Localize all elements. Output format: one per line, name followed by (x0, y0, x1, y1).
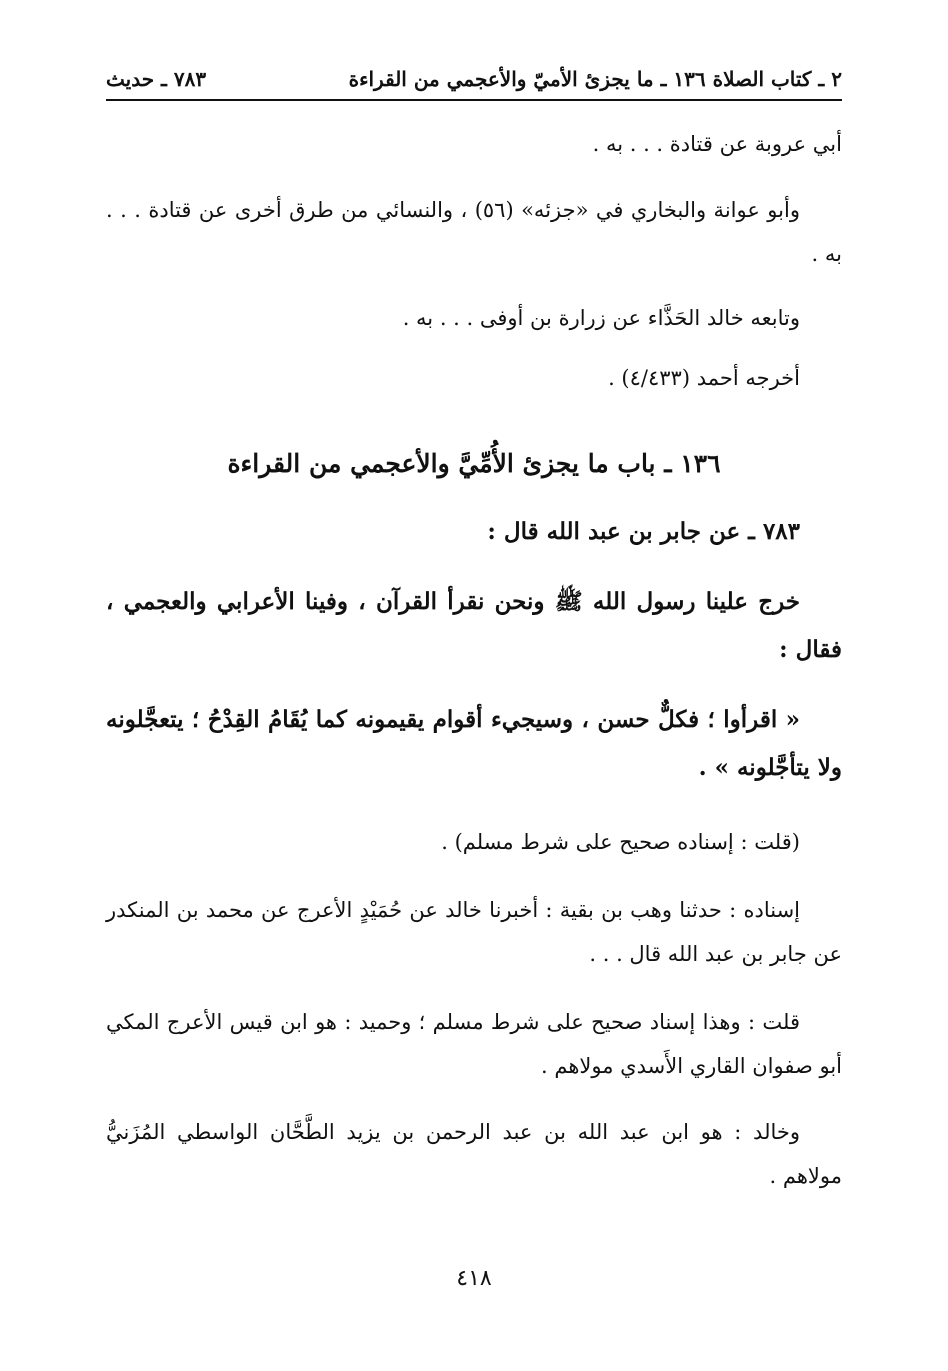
commentary-khalid: وخالد : هو ابن عبد الله بن عبد الرحمن بن يزيد الطَّحَّان الواسطي المُزَنيُّ مولاهم . (106, 1120, 842, 1188)
grading-verdict: (قلت : إسناده صحيح على شرط مسلم) . (441, 830, 800, 854)
hadith-intro: ٧٨٣ ـ عن جابر بن عبد الله قال : (487, 518, 800, 545)
hadith-quote: « اقرأوا ؛ فكلٌّ حسن ، وسيجيء أقوام يقيمونه كما يُقَامُ القِدْحُ ؛ يتعجَّلونه ولا يتأجَّلونه » . (106, 706, 842, 781)
commentary-humaid: قلت : وهذا إسناد صحيح على شرط مسلم ؛ وحميد : هو ابن قيس الأعرج المكي أبو صفوان القاري الأَسدي مولاهم . (106, 1010, 842, 1078)
paragraph-ahmad: أخرجه أحمد (٤/٤٣٣) . (608, 366, 800, 390)
hadith-text: خرج علينا رسول الله ﷺ ونحن نقرأ القرآن ، وفينا الأعرابي والعجمي ، فقال : (106, 588, 842, 663)
header-chapter-info: ٢ ـ كتاب الصلاة ١٣٦ ـ ما يجزئ الأميّ والأعجمي من القراءة (348, 67, 842, 91)
running-header (106, 62, 842, 96)
isnad-paragraph: إسناده : حدثنا وهب بن بقية : أخبرنا خالد عن حُمَيْدٍ الأعرج عن محمد بن المنكدر عن جابر بن عبد الله قال . . . (106, 898, 842, 966)
paragraph-sources: وأبو عوانة والبخاري في «جزئه» (٥٦) ، والنسائي من طرق أخرى عن قتادة . . . به . (106, 198, 842, 266)
paragraph-continuation: أبي عروبة عن قتادة . . . به . (592, 132, 842, 156)
header-hadith-number: ٧٨٣ ـ حديث (106, 67, 207, 91)
paragraph-corroboration: وتابعه خالد الحَذَّاء عن زرارة بن أوفى . . . به . (402, 306, 800, 330)
chapter-title: ١٣٦ ـ باب ما يجزئ الأُمِّيَّ والأعجمي من القراءة (227, 449, 721, 478)
header-divider (106, 99, 842, 101)
page-number: ٤١٨ (456, 1266, 492, 1291)
